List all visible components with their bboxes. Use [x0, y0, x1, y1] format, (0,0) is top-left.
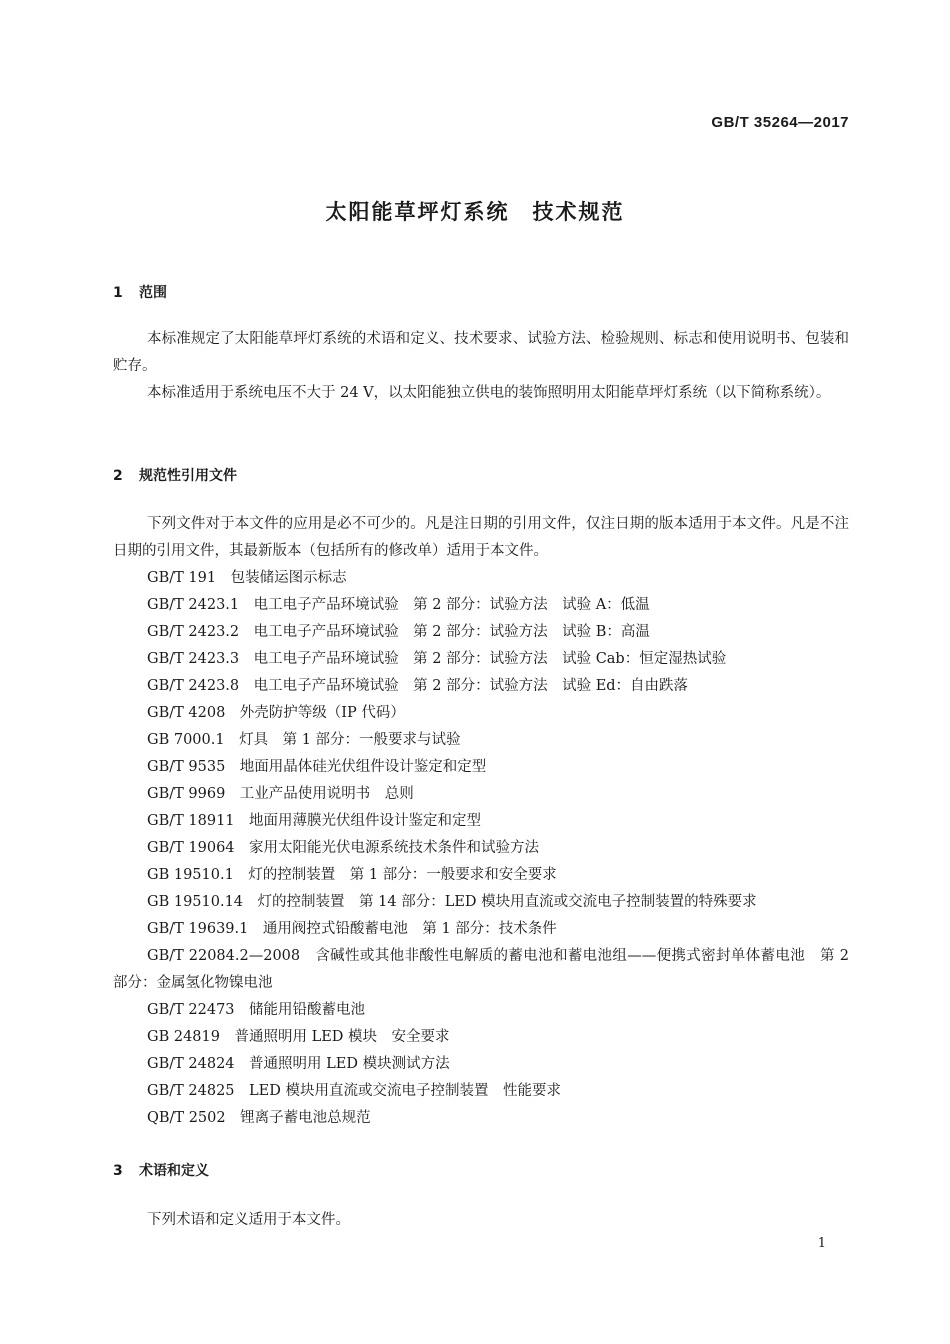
section-3-heading [113, 1160, 209, 1180]
reference-item: GB/T 19064 家用太阳能光伏电源系统技术条件和试验方法 [147, 840, 540, 856]
reference-item: GB 7000.1 灯具 第 1 部分：一般要求与试验 [147, 732, 461, 748]
section-title: 范围 [139, 285, 167, 301]
section-2-heading [113, 465, 237, 485]
document-title: 太阳能草坪灯系统 技术规范 [325, 200, 625, 224]
section-number: 3 [113, 1163, 123, 1179]
reference-item: GB/T 2423.1 电工电子产品环境试验 第 2 部分：试验方法 试验 A：低温 [147, 597, 650, 613]
section-1-paragraph-2: 本标准适用于系统电压不大于 24 V，以太阳能独立供电的装饰照明用太阳能草坪灯系统（以下简称系统）。 [147, 385, 831, 401]
reference-item: GB/T 4208 外壳防护等级（IP 代码） [147, 705, 405, 721]
reference-item: GB/T 2423.2 电工电子产品环境试验 第 2 部分：试验方法 试验 B：高温 [147, 624, 650, 640]
reference-item: GB/T 9969 工业产品使用说明书 总则 [147, 786, 414, 802]
section-1-heading [113, 282, 167, 302]
reference-item: GB/T 191 包装储运图示标志 [147, 570, 347, 586]
reference-item: GB/T 24824 普通照明用 LED 模块测试方法 [147, 1056, 450, 1072]
reference-item: GB/T 22473 储能用铅酸蓄电池 [147, 1002, 366, 1018]
reference-item: GB/T 2423.8 电工电子产品环境试验 第 2 部分：试验方法 试验 Ed：自由跌落 [147, 678, 689, 694]
standard-code: GB/T 35264—2017 [711, 114, 849, 131]
reference-item: GB/T 9535 地面用晶体硅光伏组件设计鉴定和定型 [147, 759, 487, 775]
reference-item: GB/T 22084.2—2008 含碱性或其他非酸性电解质的蓄电池和蓄电池组——便携式密封单体蓄电池 第 2 部分：金属氢化物镍电池 [113, 948, 854, 991]
section-number: 1 [113, 285, 123, 301]
reference-item: GB 19510.14 灯的控制装置 第 14 部分：LED 模块用直流或交流电子控制装置的特殊要求 [147, 894, 757, 910]
section-2-paragraph-1: 下列文件对于本文件的应用是必不可少的。凡是注日期的引用文件，仅注日期的版本适用于本文件。凡是不注日期的引用文件，其最新版本（包括所有的修改单）适用于本文件。 [113, 516, 849, 559]
reference-item: GB/T 19639.1 通用阀控式铅酸蓄电池 第 1 部分：技术条件 [147, 921, 557, 937]
reference-item: GB/T 2423.3 电工电子产品环境试验 第 2 部分：试验方法 试验 Cab：恒定湿热试验 [147, 651, 727, 667]
section-3-paragraph-1: 下列术语和定义适用于本文件。 [147, 1212, 350, 1228]
reference-item: GB/T 18911 地面用薄膜光伏组件设计鉴定和定型 [147, 813, 482, 829]
reference-item: GB/T 24825 LED 模块用直流或交流电子控制装置 性能要求 [147, 1083, 561, 1099]
reference-item: GB 24819 普通照明用 LED 模块 安全要求 [147, 1029, 450, 1045]
normative-references-list [113, 565, 854, 1132]
page-number: 1 [817, 1236, 826, 1251]
section-1-paragraph-1: 本标准规定了太阳能草坪灯系统的术语和定义、技术要求、试验方法、检验规则、标志和使用说明书、包装和贮存。 [113, 331, 849, 374]
section-title: 规范性引用文件 [139, 468, 237, 484]
section-title: 术语和定义 [139, 1163, 209, 1179]
reference-item: QB/T 2502 锂离子蓄电池总规范 [147, 1110, 371, 1126]
reference-item: GB 19510.1 灯的控制装置 第 1 部分：一般要求和安全要求 [147, 867, 557, 883]
section-number: 2 [113, 468, 123, 484]
